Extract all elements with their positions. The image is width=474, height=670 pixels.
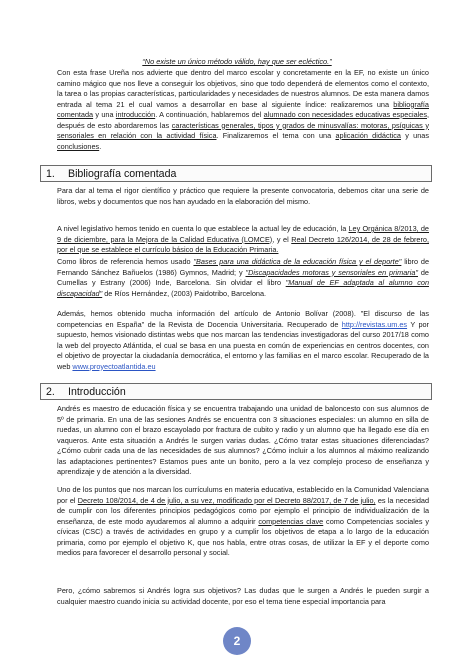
book-ref-2: "Discapacidades motoras y sensoriales en primaria" <box>245 267 418 277</box>
intro-section-paragraph-3: Pero, ¿cómo sabremos si Andrés logra sus objetivos? Las dudas que le surgen a Andrés le pueden surgir a cualquier maestro cuando inicia su actividad docente, por eso el tema tiene especial importancia para <box>57 586 429 606</box>
intro-section-paragraph-1: Andrés es maestro de educación física y se encuentra trabajando una unidad de baloncesto con sus alumnos de 5º de primaria. En una de las sesiones Andrés se encuentra con 3 situaciones especiales: un alumno en silla de ruedas, un alumno con el brazo escayolado por fractura de cubito y radio y un alumno que ha llegado ese día en vaqueros. Ante esta situación a Andrés le surgen varias dudas. ¿Cómo tratar estas situaciones diferenciadas? ¿Cómo cubrir cada una de las necesidades de sus alumnos? ¿Cómo incluir a los alumnos al máximo realizando las adaptaciones pertinentes? Estamos pues ante un bonito, pero a la vez complejo proceso de enseñanza y aprendizaje y de atención a la diversidad. <box>57 404 429 476</box>
epigraph-quote: “No existe un único método válido, hay que ser ecléctico.” <box>142 57 332 66</box>
section-title: Introducción <box>68 386 126 398</box>
index-link-bibliografia[interactable]: bibliografía comentada <box>57 99 429 119</box>
intro-paragraph: Con esta frase Ureña nos advierte que dentro del marco escolar y concretamente en la EF, no existe un único camino mágico que nos lleve a conseguir los objetivos, sino que todo dependerá de elementos como el contexto, la tarea o las propias características, particularidades y necesidades de nuestros alumnos. De esta manera damos entrada al tema 21 el cual vamos a desarrollar en base al siguiente índice: realizaremos una bibliografía comentada y una introducción. A continuación, hablaremos del alumnado con necesidades educativas especiales, después de esto abordaremos las características generales, tipos y grados de minusvalías: motoras, psíquicas y sensoriales en relación con la actividad física. Finalizaremos el tema con una aplicación didáctica y unas conclusiones. <box>57 68 430 151</box>
section-number: 2. <box>46 386 55 398</box>
index-link-conclusiones[interactable]: conclusiones <box>57 141 100 151</box>
biblio-paragraph-3: Como libros de referencia hemos usado "Bases para una didáctica de la educación física y el deporte" libro de Fernando Sánchez Bañuelos (1986) Gymnos, Madrid; y "Discapacidades motoras y sensoriales en primaria" de Cumellas y Estrany (2006) Inde, Barcelona. Sin olvidar el libro "Manual de EF adaptada al alumno con discapacidad" de Ríos Hernández, (2003) Paidotribo, Barcelona. <box>57 257 429 298</box>
decreto-ref: Decreto 108/2014, de 4 de julio, a su vez, modificado por el Decreto 88/2017, de 7 de julio, <box>77 495 376 505</box>
biblio-paragraph-2: A nivel legislativo hemos tenido en cuenta lo que establece la actual ley de educación, la Ley Orgánica 8/2013, de 9 de diciembre, para la Mejora de la Calidad Educativa (LOMCE), y el Real Decreto 126/2014, de 28 de febrero, por el que se establece el currículo básico de la Educación Primaria. <box>57 224 430 254</box>
index-link-alumnado[interactable]: alumnado con necesidades educativas especiales <box>263 110 427 119</box>
book-ref-3: "Manual de EF adaptada al alumno con discapacidad" <box>57 278 429 298</box>
revistas-link[interactable]: http://revistas.um.es <box>341 319 408 329</box>
real-decreto-ref: Real Decreto 126/2014, de 28 de febrero, por el que se establece el currículo básico de la Educación Primaria. <box>57 234 430 254</box>
section-title: Bibliografía comentada <box>68 168 177 180</box>
index-link-introduccion[interactable]: introducción <box>115 110 156 119</box>
biblio-paragraph-1: Para dar al tema el rigor científico y práctico que requiere la presente convocatoria, debemos citar una serie de libros, webs y documentos que nos han ayudado en la elaboración del mismo. <box>57 186 429 206</box>
intro-section-paragraph-2: Uno de los puntos que nos marcan los currículums en materia educativa, establecido en la Comunidad Valenciana por el Decreto 108/2014, de 4 de julio, a su vez, modificado por el Decreto 88/2017, de 7 de julio, es la necesidad de cumplir con los diferentes principios pedagógicos como por ejemplo el principio de individualización de la enseñanza, de este modo ayudaremos al alumno a adquirir competencias clave como Competencias sociales y cívicas (CSC) a través de actividades en grupo y a cumplir los objetivos de etapa a lo largo de la educación primaria, como por ejemplo el objetivo K, que nos habla, entre otras cosas, de utilizar la EF y el deporte como medios para favorecer el desarrollo personal y social. <box>57 485 430 557</box>
page-number-badge: 2 <box>223 627 251 655</box>
biblio-paragraph-4: Además, hemos obtenido mucha información del artículo de Antonio Bolívar (2008). "El discurso de las competencias en España" de la Revista de Docencia Universitaria. Recuperado de http://revistas.um.es Y por supuesto, hemos visionado distintas webs que nos marcan las tendencias investigadoras del curso 2017/18 como la web del proyecto Atlántida, el cual se basa en una puesta en común de experiencias en centros docentes, con el objetivo de proyectar la ciudadanía democrática, el entorno y las familias en el marco escolar. Recuperado de la web www.proyectoatlantida.eu <box>57 309 429 371</box>
index-link-aplicacion[interactable]: aplicación didáctica <box>335 131 401 140</box>
section-heading-bibliografia <box>40 165 432 182</box>
section-heading-introduccion <box>40 383 432 400</box>
competencias-clave-ref: competencias clave <box>258 516 324 526</box>
index-link-caracteristicas[interactable]: características generales, tipos y grados de minusvalías: motoras, psíquicas y sensoriales en relación con la actividad física <box>57 120 429 140</box>
ley-organica-ref: Ley Orgánica 8/2013, de 9 de diciembre, para la Mejora de la Calidad Educativa (LOMCE) <box>57 224 429 244</box>
section-number: 1. <box>46 168 55 180</box>
book-ref-1: "Bases para una didáctica de la educación física y el deporte" <box>193 257 402 266</box>
atlantida-link[interactable]: www.proyectoatlantida.eu <box>72 361 156 371</box>
